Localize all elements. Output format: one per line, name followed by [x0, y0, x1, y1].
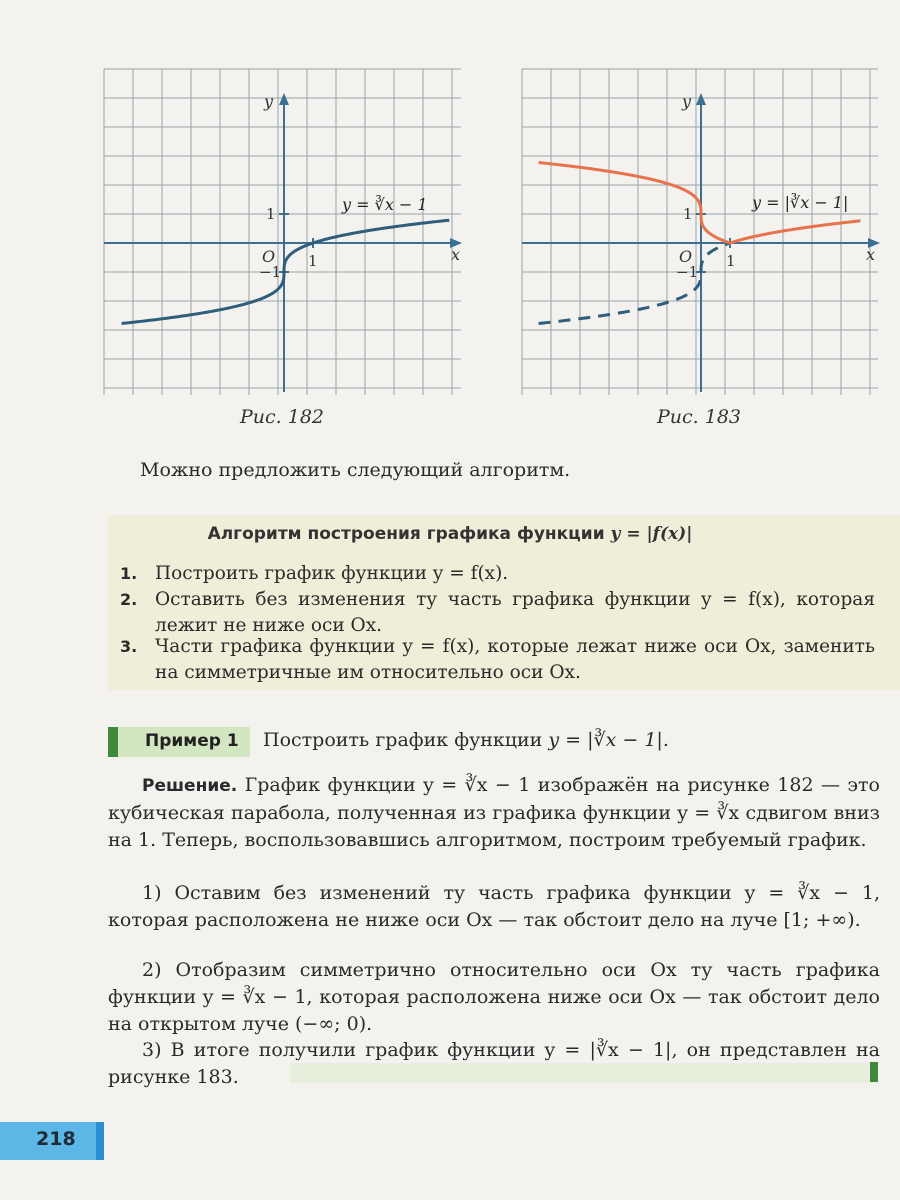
example-task-text: Построить график функции [263, 729, 549, 751]
origin-label: O [262, 247, 276, 266]
algorithm-step [120, 561, 875, 587]
y-axis-label: y [264, 92, 274, 111]
solution-text-1: График функции y = ∛x − 1 изображён на рисунке 182 — это кубическая парабола, полученная из графика функции y = ∛x сдвигом вниз на 1. Теперь, воспользовавшись алгоритмом, построим требуемый график. [108, 774, 880, 851]
solution-paragraph-3: 2) Отобразим симметрично относительно оси Ox ту часть графика функции y = ∛x − 1, которая расположена ниже оси Ox — так обстоит дело на открытом луче (−∞; 0). [108, 959, 880, 1035]
algorithm-step [120, 587, 875, 639]
example-task-formula: y = |∛x − 1|. [548, 729, 669, 751]
grid [104, 69, 461, 395]
example-task [263, 729, 669, 751]
step-number: 3. [120, 637, 138, 656]
solution-label: Решение. [142, 776, 238, 796]
step-text: Части графика функции y = f(x), которые лежат ниже оси Ox, заменить на симметричные им относительно оси Ox. [155, 636, 875, 683]
solution-paragraph-2: 1) Оставим без изменений ту часть графика функции y = ∛x − 1, которая расположена не ниже оси Ox — так обстоит дело на луче [1; +∞). [108, 882, 880, 931]
caption-fig-183: Рис. 183 [657, 406, 742, 428]
tick-y-1: 1 [683, 205, 693, 223]
step-text: Оставить без изменения ту часть графика функции y = f(x), которая лежит не ниже оси Ox. [155, 589, 875, 636]
y-axis-label: y [682, 92, 692, 111]
origin-label: O [679, 247, 693, 266]
algorithm-step [120, 634, 875, 686]
formula-label: y = |∛x − 1| [752, 193, 849, 212]
algorithm-title [0, 524, 900, 544]
step-text: Построить график функции y = f(x). [155, 563, 509, 584]
caption-fig-182: Рис. 182 [240, 406, 325, 428]
step-number: 1. [120, 564, 138, 583]
tick-y-1: 1 [266, 205, 276, 223]
formula-label: y = ∛x − 1 [342, 195, 428, 214]
y-axis-arrow [279, 93, 289, 105]
tick-y-neg1: −1 [259, 263, 282, 281]
example-label: Пример 1 [145, 731, 239, 751]
y-axis-arrow [696, 93, 706, 105]
page-number-bar [96, 1122, 104, 1160]
tick-x-1: 1 [308, 252, 318, 270]
tick-x-1: 1 [726, 252, 736, 270]
figure-183 [518, 62, 900, 402]
solution-paragraph-4: 3) В итоге получили график функции y = |∛x − 1|, он представлен на рисунке 183. [108, 1039, 880, 1088]
step-number: 2. [120, 590, 138, 609]
intro-text: Можно предложить следующий алгоритм. [140, 459, 571, 481]
page-number: 218 [36, 1128, 76, 1150]
tick-y-neg1: −1 [676, 263, 699, 281]
algorithm-title-text: Алгоритм построения графика функции [207, 524, 611, 544]
figure-182 [100, 62, 480, 402]
x-axis-label: x [866, 245, 876, 264]
end-of-example-mark [870, 1062, 878, 1082]
x-axis-label: x [451, 245, 461, 264]
algorithm-title-formula: y = |f(x)| [610, 524, 693, 544]
solution-paragraph-1 [108, 772, 880, 854]
